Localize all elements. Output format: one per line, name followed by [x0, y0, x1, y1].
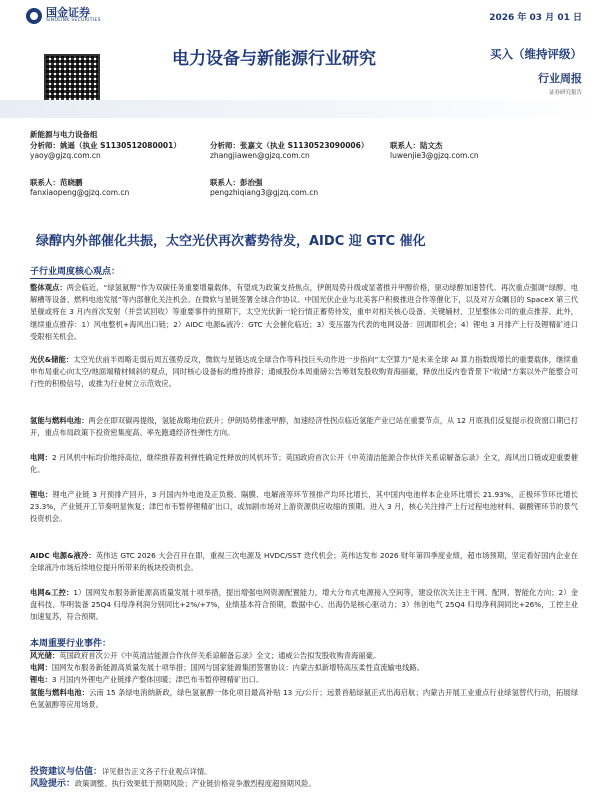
event-item — [30, 662, 578, 674]
event-item — [30, 674, 578, 686]
analyst-email[interactable]: luwenjie3@gjzq.com.cn — [390, 151, 479, 160]
report-category: 证券研究报告 — [548, 90, 582, 96]
report-date: 2026 年 03 月 01 日 — [489, 13, 582, 23]
event-text: 国网发布服务新能源高质量发展十项举措；国网与国家能源集团签署协议：内蒙古拟新增特高压柔性直流输电线路。 — [51, 663, 425, 673]
analyst-email[interactable]: pengzhiqiang3@gjzq.com.cn — [210, 188, 319, 197]
brand-logo — [26, 7, 101, 24]
analyst-email[interactable]: yaoy@gjzq.com.cn — [30, 151, 101, 160]
event-lead: 锂电： — [30, 675, 52, 685]
analyst-email[interactable]: zhangjiawen@gjzq.com.cn — [210, 151, 310, 160]
event-item — [30, 650, 578, 662]
paragraph-lead: 整体观点： — [30, 283, 67, 292]
advice-row — [30, 766, 316, 778]
paragraph-lead: 锂电： — [30, 490, 53, 499]
report-title: 电力设备与新能源行业研究 — [172, 49, 376, 69]
rating-label: 买入（维持评级） — [490, 47, 582, 61]
analyst-name: 联系人：彭治强 — [210, 178, 263, 187]
paragraph-text: 英伟达 GTC 2026 大会召开在即，重视三次电源及 HVDC/SST 迭代机会；英伟达发布 2026 财年第四季度业绩，超市场预期，坚定看好国内企业在全球液冷市场后续地位提升所带来的板块投资机会。 — [30, 551, 578, 573]
analyst-item — [30, 178, 129, 198]
paragraph-overall — [30, 282, 578, 343]
advice-text: 详见报告正文各子行业观点详情。 — [102, 767, 212, 776]
section-title-views: 子行业周度核心观点： — [30, 264, 120, 279]
event-text: 英国政府首次公开《中英清洁能源合作伙伴关系谅解备忘录》全文；通威公告拟发股收购青海丽豪。 — [59, 651, 381, 660]
events-list — [30, 650, 578, 711]
paragraph-grid — [30, 452, 578, 476]
paragraph-lead: 光伏&储能： — [30, 355, 74, 364]
risk-row — [30, 778, 316, 790]
analyst-name: 联系人：陆文杰 — [390, 141, 443, 150]
brand-name: 国金证券 — [46, 6, 90, 19]
analyst-name: 分析师：姚遥（执业 S1130512080001） — [30, 141, 181, 150]
analyst-email[interactable]: fanxiaopeng@gjzq.com.cn — [30, 188, 130, 197]
paragraph-lead: 电网&工控： — [30, 588, 74, 597]
paragraph-text: 锂电产业链 3 月预排产回升，3 月国内外电池及正负极、隔膜、电解液等环节预排产均环比增长，其中国内电池样本企业环比增长 21.93%，正极环节环比增长 23.3%，产业链开工节奏明显恢复；津巴布韦暂停锂精矿出口，或加剧市场对上游资源供应收缩的预期。进入 3 月，核心关注排产上行过程电池材料、碳酸锂环节的景气投资机会。 — [30, 490, 578, 524]
title-bar — [22, 28, 582, 78]
paragraph-lithium — [30, 489, 578, 526]
analyst-block — [30, 130, 580, 197]
paragraph-text: 两会临近，“绿氢氨醇”作为双碳任务重要增量载体，有望成为政策支持焦点，伊朗局势升级或显著推升甲醇价格，驱动绿醇加速替代。再次重点强调“绿醇、电解槽等设备、燃料电池发展”等内部催化关注机会。在微软与星链签署全球合作协议、中国光伏企业与北美客户积极推进合作等催化下，以及对万众瞩目的 SpaceX 第三代星舰或将在 3 月内首次发射（并尝试回收）等重要事件的预期下，太空光伏新一轮行情正蓄势待发，重申对相关核心设备、关键辅材、卫星整体公司的重点推荐。此外，继续重点推荐：1）风电整机+海风出口链；2）AIDC 电源&液冷：GTC 大会催化临近；3）变压器为代表的电网设备：回调即机会；4）锂电 3 月排产上行及锂精矿进口受限相关机会。 — [30, 283, 578, 341]
analyst-item — [30, 141, 181, 161]
event-lead: 风光储： — [30, 651, 60, 660]
event-lead: 氢能与燃料电池： — [30, 687, 90, 697]
paragraph-text: 两会在即双碳再提级，氢能战略地位跃升；伊朗局势推涨甲醇，加速经济性拐点临近氢能产业已站在重要节点，从 12 月底我们反复提示投资窗口期已打开，重点布局政策下投资密集度高、率先跑通经济性弹性方向。 — [30, 416, 579, 438]
report-type: 行业周报 — [538, 72, 582, 85]
paragraph-aidc — [30, 550, 578, 574]
paragraph-text: 太空光伏前半周略走弱后周五强势反攻，微软与星链达成全球合作等科技巨头动作进一步指向“太空算力”是未来全球 AI 算力指数级增长的重要载体，继续重申布局重心向太空/地面端精材倾斜的观点，同时核心设备标的维持推荐；通威股份本周重磅公告筹划发股收购青海丽豪，释放出反内卷背景下“收储”方案以外产能整合可行性的积极信号，或推为行业树立示范效应。 — [30, 355, 578, 389]
paragraph-text: 2 月风机中标均价维持高位，继续推荐盈利弹性确定性释放的风机环节；英国政府首次公开《中英清洁能源合作伙伴关系谅解备忘录》全文，海风出口链或迎重要催化。 — [30, 453, 578, 475]
paragraph-pv-storage — [30, 354, 578, 391]
sector-label: 新能源与电力设备组 — [30, 130, 98, 139]
report-headline: 绿醇内外部催化共振，太空光伏再次蓄势待发，AIDC 迎 GTC 催化 — [36, 234, 426, 249]
brand-name-en: SINOLINK SECURITIES — [46, 18, 101, 23]
paragraph-lead: AIDC 电源&液冷： — [30, 551, 96, 560]
analyst-name: 联系人：范晓鹏 — [30, 178, 83, 187]
event-item — [30, 687, 578, 711]
paragraph-lead: 氢能与燃料电池： — [30, 416, 89, 425]
risk-title: 风险提示： — [30, 779, 76, 789]
event-lead: 电网： — [30, 663, 52, 673]
paragraph-grid-control — [30, 587, 578, 624]
paragraph-text: 1）国网发布服务新能源高质量发展十项举措，提出增强电网资源配置能力，增大分布式电源接入空间等，建设依次关注主干网、配网、智能化方向；2）金盘科技、华明装备 25Q4 归母净利润分别同比+2%/+7%，业绩基本符合预期，数据中心、出海仍是核心驱动力；3）伟创电气 25Q4 归母净利润同比+26%，工控主业加速复苏，符合预期。 — [30, 588, 578, 622]
advice-title: 投资建议与估值： — [30, 767, 103, 777]
analyst-item — [210, 141, 368, 161]
paragraph-hydrogen — [30, 415, 578, 439]
paragraph-lead: 电网： — [30, 453, 52, 462]
analyst-item — [210, 178, 318, 198]
advice-block — [30, 766, 316, 790]
analyst-item — [390, 141, 479, 161]
event-text: 云南 15 条绿电消纳新政，绿色氢氨醇一体化项目最高补贴 13 元/公斤；远景首船绿氨正式出海启航；内蒙古开展工业重点行业绿氢替代行动，拓展绿色氢氨醇等应用场景。 — [30, 687, 578, 709]
analyst-name: 分析师：张嘉文（执业 S1130523090006） — [210, 141, 369, 150]
header-divider — [0, 100, 600, 118]
brand-logo-icon — [26, 8, 42, 24]
risk-text: 政策调整、执行效果低于预期风险；产业链价格竞争激烈程度超预期风险。 — [75, 779, 316, 788]
event-text: 3 月国内外锂电产业链排产整体回暖；津巴布韦暂停锂精矿出口。 — [51, 675, 264, 685]
section-title-events: 本周重要行业事件： — [30, 636, 111, 651]
report-header — [0, 0, 600, 100]
